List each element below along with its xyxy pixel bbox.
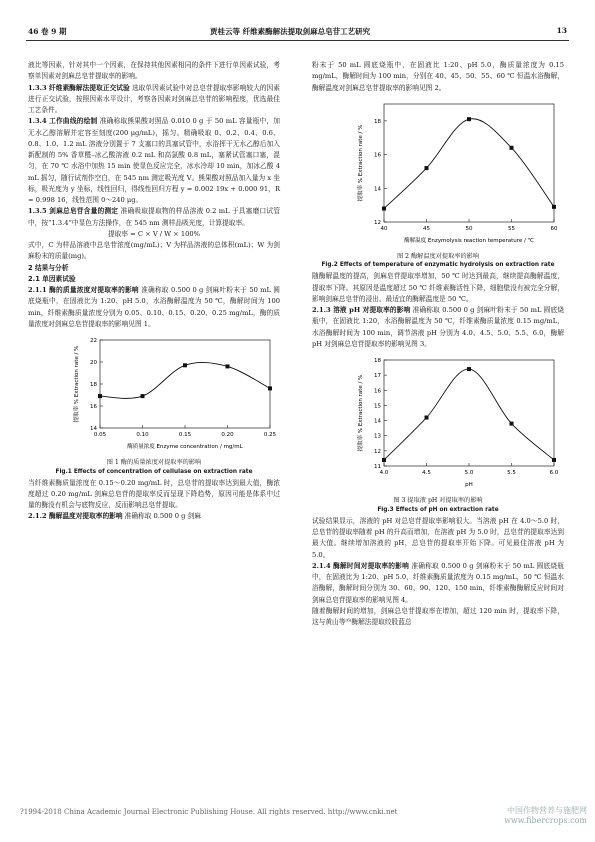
x-tick-label: 4.0 <box>379 470 389 477</box>
x-tick-label: 40 <box>380 225 388 232</box>
page-number: 13 <box>556 26 567 35</box>
figure-caption-en: Fig.3 Effects of pH on extraction rate <box>377 506 499 513</box>
data-point <box>467 117 471 121</box>
section-paragraph: 1.3.5 剑麻总皂苷含量的测定 准确吸取提取物的样品溶液 0.2 mL 于具塞磨口试管中，按“1.3.4”中显色方法操作，在 545 nm 测样品吸光度，计算提取率。 <box>28 207 280 227</box>
journal-volume: 46 卷 9 期 <box>28 27 67 36</box>
page-header <box>0 24 595 40</box>
section-heading: 1.3.3 纤维素酶解法提取正交试验 <box>28 83 130 92</box>
y-tick-label: 16 <box>90 404 97 410</box>
series-line <box>384 369 554 460</box>
right-column <box>312 60 564 628</box>
series-line <box>100 362 270 398</box>
figure-3-chart <box>312 354 564 492</box>
x-tick-label: 5.0 <box>464 470 474 477</box>
y-tick-label: 18 <box>374 358 381 365</box>
paragraph: 随酶解温度的提高，剑麻皂苷提取率增加，50 ℃ 时达到最高，继续提高酶解温度，提取率下降。其原因是温度超过 50 ℃ 纤维素酶活性下降，细胞壁没有被完全分解，影响剑麻总皂苷的浸出。最适宜的酶解温度是 50 ℃。 <box>312 272 564 303</box>
x-tick-label: 45 <box>423 225 430 232</box>
data-point <box>425 166 429 170</box>
paragraph: 当纤维素酶质量浓度在 0.15～0.20 mg/mL 时，总皂苷的提取率达到最大值，酶浓度超过 0.20 mg/mL 剑麻总皂苷的提取率反而呈现下降趋势，原因可能是体系中过量的酶没有机会与底物反应，反而影响总皂苷提取。 <box>28 478 280 510</box>
y-tick-label: 17 <box>374 373 381 380</box>
data-point <box>226 364 230 368</box>
section-heading: 2.1 单因素试验 <box>28 274 76 283</box>
y-axis-label: 提取率 % Extraction rate / % <box>358 124 364 202</box>
section-heading: 1.3.5 剑麻总皂苷含量的测定 <box>28 207 119 216</box>
y-tick-label: 18 <box>374 118 381 125</box>
y-tick-label: 14 <box>90 426 97 432</box>
figure-caption: 图 3 提取液 pH 对提取率的影响 <box>393 497 483 505</box>
data-point <box>98 394 102 398</box>
y-tick-label: 12 <box>374 219 381 226</box>
x-axis-label: 酶质量浓度 Enzyme concentration / mg/mL <box>127 444 243 450</box>
plot-frame <box>100 340 270 428</box>
paragraph: 试验结果显示，溶液的 pH 对总皂苷提取率影响很大。当溶液 pH 在 4.0～5.0 时，总皂苷的提取率随着 pH 的升高而增加，在溶液 pH 为 5.0 时，总皂苷的提取率达到最大值。继续增加溶液的 pH，总皂苷的提取率开始下降。可见最佳溶液 pH 为 5.0。 <box>312 516 564 559</box>
section-heading: 2.1.1 酶的质量浓度对提取率的影响 <box>28 286 139 294</box>
figure-2-chart <box>312 98 564 248</box>
figure-2 <box>312 98 564 270</box>
x-tick-label: 4.5 <box>422 470 431 477</box>
data-point <box>141 394 145 398</box>
y-tick-label: 22 <box>90 338 97 344</box>
watermark-title: 中国作物营养与施肥网 <box>507 806 587 815</box>
section-paragraph: 2.1.1 酶的质量浓度对提取率的影响 准确称取 0.500 0 g 剑麻叶粉末于 50 mL 圆底烧瓶中，在固液比为 1:20、pH 5.0，水浴酶解温度为 50 ℃，酶解时间为 100 min，纤维素酶质量浓度分别为 0.05、0.10、0.15、0.20、0.25 mg/mL，酶的质量浓度对剑麻总皂苷提取率的影响见图 1。 <box>28 286 280 328</box>
formula-note: 式中，C 为样品溶液中总皂苷浓度(mg/mL)；V 为样品溶液的总体积(mL)；W 为剑麻粉末的质量(mg)。 <box>28 241 280 261</box>
y-tick-label: 15 <box>374 403 381 410</box>
section-paragraph: 2.1.4 酶解时间对提取率的影响 准确称取 0.500 0 g 剑麻粉末于 50 mL 圆底烧瓶中，在固液比为 1:20、pH 5.0，纤维素酶质量浓度为 0.15 mg/mL，50 ℃ 恒温水浴酶解，酶解时间分别为 30、60、90、120、150 min，纤维素酶酶解反应时间对剑麻总皂苷提取率的影响见图 4。 <box>312 561 564 604</box>
y-tick-label: 18 <box>90 382 97 388</box>
data-point <box>268 386 272 390</box>
section-paragraph: 1.3.3 纤维素酶解法提取正交试验 选取单因素试验中对总皂苷提取率影响较大的因素进行正交试验，按照因素水平设计，考察各因素对剑麻总皂苷的影响程度，优选最佳工艺条件。 <box>28 83 280 114</box>
x-axis-label: pH <box>465 482 473 489</box>
y-tick-label: 16 <box>374 152 381 159</box>
data-point <box>382 458 386 462</box>
section-heading: 2.1.2 酶解温度对提取率的影响 <box>28 512 123 521</box>
figure-caption: 图 1 酶的质量浓度对提取率的影响 <box>106 459 202 467</box>
section-heading: 2.1.4 酶解时间对提取率的影响 <box>312 561 409 570</box>
watermark-url: www.fibercrops.com <box>504 816 587 826</box>
paragraph: 液比等因素，针对其中一个因素，在保持其他因素相同的条件下进行单因素试验，考察单因素对剑麻总皂苷提取率的影响。 <box>28 61 280 81</box>
figure-caption-en: Fig.2 Effects of temperature of enzymatic hydrolysis on extraction rate <box>321 262 555 269</box>
y-tick-label: 20 <box>90 360 97 366</box>
section-paragraph: 2.1.2 酶解温度对提取率的影响 准确称取 0.500 0 g 剑麻 <box>28 512 201 521</box>
x-tick-label: 0.05 <box>93 432 107 438</box>
data-point <box>510 422 514 426</box>
data-point <box>183 363 187 367</box>
paragraph: 随着酶解时间的增加，剑麻总皂苷提取率在增加，超过 120 min 时，提取率下降，这与黄山等⁽⁶⁾酶解法提取绞股蓝总 <box>312 606 564 627</box>
figure-caption: 图 2 酶解温度对提取率的影响 <box>396 253 480 260</box>
plot-frame <box>384 104 554 222</box>
x-tick-label: 6.0 <box>549 470 559 477</box>
data-point <box>425 416 429 420</box>
running-title: 贾桂云等 纤维素酶解法提取剑麻总皂苷工艺研究 <box>210 27 371 36</box>
watermark <box>504 806 587 827</box>
y-tick-label: 11 <box>374 464 381 471</box>
left-column <box>28 60 280 523</box>
x-tick-label: 0.20 <box>221 432 234 438</box>
series-line <box>384 118 554 208</box>
y-tick-label: 14 <box>374 418 381 425</box>
data-point <box>510 146 514 150</box>
y-axis-label: 提取率 % Extraction rate / % <box>358 374 364 452</box>
paragraph: 粉末于 50 mL 圆底烧瓶中，在固液比 1:20、pH 5.0，酶质量浓度为 0.15 mg/mL，酶解时间为 100 min，分别在 40、45、50、55、60 ℃ 恒温水浴酶解，酶解温度对剑麻总皂苷提取率的影响见图 2。 <box>312 61 564 92</box>
section-heading: 2 结果与分析 <box>28 263 69 272</box>
section-paragraph: 2.1.3 溶液 pH 对提取率的影响 准确称取 0.500 0 g 剑麻叶粉末于 50 mL 圆底烧瓶中，在固液比 1:20，水浴酶解温度为 50 ℃，纤维素酶质量浓度 0.15 mg/mL，水浴酶解时间为 100 min，调节溶液 pH 分别为 4.0、4.5、5.0、5.5、6.0，酶解 pH 对剑麻总皂苷提取率的影响见图 3。 <box>312 306 564 348</box>
y-tick-label: 14 <box>374 186 381 193</box>
y-tick-label: 13 <box>374 433 381 440</box>
x-tick-label: 0.10 <box>136 432 149 438</box>
section-heading: 2.1.3 溶液 pH 对提取率的影响 <box>312 306 411 315</box>
y-axis-label: 提取率 % Extraction rate / % <box>74 345 80 423</box>
data-point <box>382 206 386 210</box>
y-tick-label: 12 <box>374 449 381 456</box>
x-axis-label: 酶解温度 Enzymolysis reaction temperature / ℃ <box>404 237 534 244</box>
section-heading: 1.3.4 工作曲线的绘制 <box>28 117 98 126</box>
figure-1 <box>28 334 280 476</box>
data-point <box>552 458 556 462</box>
extraction-rate-formula: 提取率 = C × V / W × 100% <box>107 229 201 238</box>
x-tick-label: 60 <box>550 225 558 232</box>
plot-frame <box>384 360 554 466</box>
section-paragraph: 1.3.4 工作曲线的绘制 准确称取熊果酸对照品 0.010 0 g 于 50 mL 容量瓶中，加无水乙醇溶解并定容至刻度(200 μg/mL)，摇匀。精确吸取 0、0.2、0.4、0.6、0.8、1.0、1.2 mL 溶液分别置于 7 支塞口的具塞试管中，水浴挥干无水乙醇后加入新配制的 5% 香草醛–冰乙酸溶液 0.2 mL 和高氯酸 0.8 mL，塞紧试管塞口塞，混匀，在 70 ℃ 水浴中加热 15 min 使显色反应完全，冰水冷却 10 min，加冰乙酸 4 mL 摇匀，随行试剂作空白，在 545 nm 测定吸光度 V。熊果酸对照品加入量为 x 坐标，吸光度为 y 坐标，线性回归，得线性回归方程 y = 0.002 19x + 0.000 91，R = 0.998 16，线性范围 0～240 μg。 <box>28 117 280 204</box>
y-tick-label: 16 <box>374 388 381 395</box>
x-tick-label: 50 <box>465 225 473 232</box>
figure-caption-en: Fig.1 Effects of concentration of cellulase on extraction rate <box>55 468 253 475</box>
figure-3 <box>312 354 564 514</box>
data-point <box>467 367 471 371</box>
data-point <box>552 205 556 209</box>
x-tick-label: 5.5 <box>507 470 516 477</box>
x-tick-label: 0.15 <box>178 432 192 438</box>
x-tick-label: 55 <box>508 225 515 232</box>
figure-1-chart <box>28 334 280 454</box>
x-tick-label: 0.25 <box>263 432 277 438</box>
header-rule <box>26 40 569 41</box>
copyright-footer: ?1994-2018 China Academic Journal Electronic Publishing House. All rights reserved. http://www.cnki.net <box>20 808 398 816</box>
